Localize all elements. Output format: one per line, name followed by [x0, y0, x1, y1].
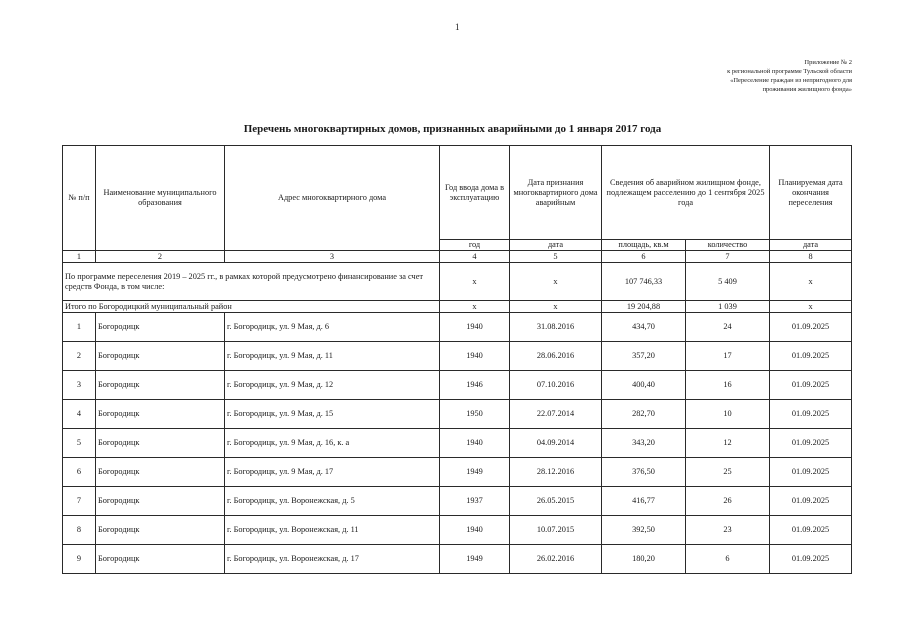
- subheader-area: площадь, кв.м: [602, 240, 686, 251]
- table-row: [63, 516, 852, 545]
- cell-num: 6: [63, 458, 96, 487]
- column-number: 5: [510, 251, 602, 263]
- cell-plan: 01.09.2025: [770, 516, 852, 545]
- cell-date: 04.09.2014: [510, 429, 602, 458]
- program-date: х: [510, 263, 602, 301]
- cell-address: г. Богородицк, ул. Воронежская, д. 5: [225, 487, 440, 516]
- cell-municipality: Богородицк: [96, 400, 225, 429]
- cell-area: 376,50: [602, 458, 686, 487]
- cell-num: 3: [63, 371, 96, 400]
- header-year: Год ввода дома в эксплуатацию: [440, 146, 510, 240]
- cell-municipality: Богородицк: [96, 313, 225, 342]
- cell-plan: 01.09.2025: [770, 400, 852, 429]
- cell-municipality: Богородицк: [96, 342, 225, 371]
- cell-year: 1949: [440, 458, 510, 487]
- cell-plan: 01.09.2025: [770, 371, 852, 400]
- table-row: [63, 545, 852, 574]
- cell-count: 17: [686, 342, 770, 371]
- cell-address: г. Богородицк, ул. 9 Мая, д. 15: [225, 400, 440, 429]
- table-row: [63, 342, 852, 371]
- housing-table: [62, 145, 852, 574]
- cell-plan: 01.09.2025: [770, 487, 852, 516]
- cell-address: г. Богородицк, ул. Воронежская, д. 11: [225, 516, 440, 545]
- header-plan: Планируемая дата окончания переселения: [770, 146, 852, 240]
- cell-year: 1950: [440, 400, 510, 429]
- cell-area: 343,20: [602, 429, 686, 458]
- appendix-line: Приложение № 2: [804, 59, 852, 66]
- cell-count: 16: [686, 371, 770, 400]
- cell-year: 1940: [440, 342, 510, 371]
- cell-date: 07.10.2016: [510, 371, 602, 400]
- district-total-plan: х: [770, 301, 852, 313]
- program-area: 107 746,33: [602, 263, 686, 301]
- cell-municipality: Богородицк: [96, 458, 225, 487]
- cell-num: 8: [63, 516, 96, 545]
- column-number: 1: [63, 251, 96, 263]
- district-total-area: 19 204,88: [602, 301, 686, 313]
- table-row: [63, 429, 852, 458]
- cell-num: 2: [63, 342, 96, 371]
- cell-address: г. Богородицк, ул. Воронежская, д. 17: [225, 545, 440, 574]
- column-number: 8: [770, 251, 852, 263]
- header-row: [63, 146, 852, 240]
- cell-date: 26.05.2015: [510, 487, 602, 516]
- cell-plan: 01.09.2025: [770, 429, 852, 458]
- subheader-count: количество: [686, 240, 770, 251]
- cell-area: 357,20: [602, 342, 686, 371]
- cell-num: 7: [63, 487, 96, 516]
- cell-year: 1937: [440, 487, 510, 516]
- district-total-date: х: [510, 301, 602, 313]
- district-total-row: [63, 301, 852, 313]
- table-row: [63, 313, 852, 342]
- district-total-year: х: [440, 301, 510, 313]
- table-row: [63, 487, 852, 516]
- cell-address: г. Богородицк, ул. 9 Мая, д. 16, к. а: [225, 429, 440, 458]
- cell-year: 1946: [440, 371, 510, 400]
- cell-municipality: Богородицк: [96, 429, 225, 458]
- header-municipality: Наименование муниципального образования: [96, 146, 225, 251]
- column-numbers-row: [63, 251, 852, 263]
- header-num: № п/п: [63, 146, 96, 251]
- appendix-line: проживания жилищного фонда»: [762, 86, 852, 93]
- program-total-row: [63, 263, 852, 301]
- column-number: 7: [686, 251, 770, 263]
- cell-area: 180,20: [602, 545, 686, 574]
- column-number: 4: [440, 251, 510, 263]
- cell-area: 416,77: [602, 487, 686, 516]
- document-title: Перечень многоквартирных домов, признанных аварийными до 1 января 2017 года: [243, 123, 662, 135]
- subheader-date: дата: [510, 240, 602, 251]
- cell-year: 1940: [440, 429, 510, 458]
- column-number: 6: [602, 251, 686, 263]
- header-address: Адрес многоквартирного дома: [225, 146, 440, 251]
- cell-date: 28.12.2016: [510, 458, 602, 487]
- cell-plan: 01.09.2025: [770, 313, 852, 342]
- appendix-line: к региональной программе Тульской области: [727, 68, 852, 75]
- cell-address: г. Богородицк, ул. 9 Мая, д. 11: [225, 342, 440, 371]
- cell-area: 282,70: [602, 400, 686, 429]
- cell-plan: 01.09.2025: [770, 342, 852, 371]
- table-row: [63, 371, 852, 400]
- appendix-line: «Переселение граждан из непригодного для: [730, 77, 852, 84]
- program-year: х: [440, 263, 510, 301]
- appendix-note: [662, 58, 852, 94]
- cell-municipality: Богородицк: [96, 487, 225, 516]
- cell-plan: 01.09.2025: [770, 458, 852, 487]
- cell-num: 4: [63, 400, 96, 429]
- cell-date: 26.02.2016: [510, 545, 602, 574]
- cell-count: 25: [686, 458, 770, 487]
- cell-count: 6: [686, 545, 770, 574]
- cell-address: г. Богородицк, ул. 9 Мая, д. 17: [225, 458, 440, 487]
- cell-year: 1949: [440, 545, 510, 574]
- table-row: [63, 400, 852, 429]
- header-info: Сведения об аварийном жилищном фонде, подлежащем расселению до 1 сентября 2025 года: [602, 146, 770, 240]
- cell-date: 22.07.2014: [510, 400, 602, 429]
- cell-count: 12: [686, 429, 770, 458]
- cell-num: 5: [63, 429, 96, 458]
- cell-plan: 01.09.2025: [770, 545, 852, 574]
- subheader-plan: дата: [770, 240, 852, 251]
- cell-num: 1: [63, 313, 96, 342]
- district-total-label: Итого по Богородицкий муниципальный район: [63, 301, 440, 313]
- table-row: [63, 458, 852, 487]
- cell-municipality: Богородицк: [96, 545, 225, 574]
- header-date: Дата признания многоквартирного дома аварийным: [510, 146, 602, 240]
- cell-count: 24: [686, 313, 770, 342]
- subheader-year: год: [440, 240, 510, 251]
- program-label: По программе переселения 2019 – 2025 гг., в рамках которой предусмотрено финансирование за счет средств Фонда, в том числе:: [63, 263, 440, 301]
- cell-address: г. Богородицк, ул. 9 Мая, д. 12: [225, 371, 440, 400]
- page-number: 1: [455, 22, 460, 32]
- program-count: 5 409: [686, 263, 770, 301]
- cell-year: 1940: [440, 516, 510, 545]
- column-number: 2: [96, 251, 225, 263]
- cell-year: 1940: [440, 313, 510, 342]
- cell-area: 434,70: [602, 313, 686, 342]
- cell-count: 26: [686, 487, 770, 516]
- cell-date: 31.08.2016: [510, 313, 602, 342]
- cell-date: 10.07.2015: [510, 516, 602, 545]
- cell-count: 10: [686, 400, 770, 429]
- cell-municipality: Богородицк: [96, 371, 225, 400]
- district-total-count: 1 039: [686, 301, 770, 313]
- column-number: 3: [225, 251, 440, 263]
- cell-date: 28.06.2016: [510, 342, 602, 371]
- cell-municipality: Богородицк: [96, 516, 225, 545]
- cell-num: 9: [63, 545, 96, 574]
- cell-area: 392,50: [602, 516, 686, 545]
- cell-address: г. Богородицк, ул. 9 Мая, д. 6: [225, 313, 440, 342]
- program-plan: х: [770, 263, 852, 301]
- cell-area: 400,40: [602, 371, 686, 400]
- cell-count: 23: [686, 516, 770, 545]
